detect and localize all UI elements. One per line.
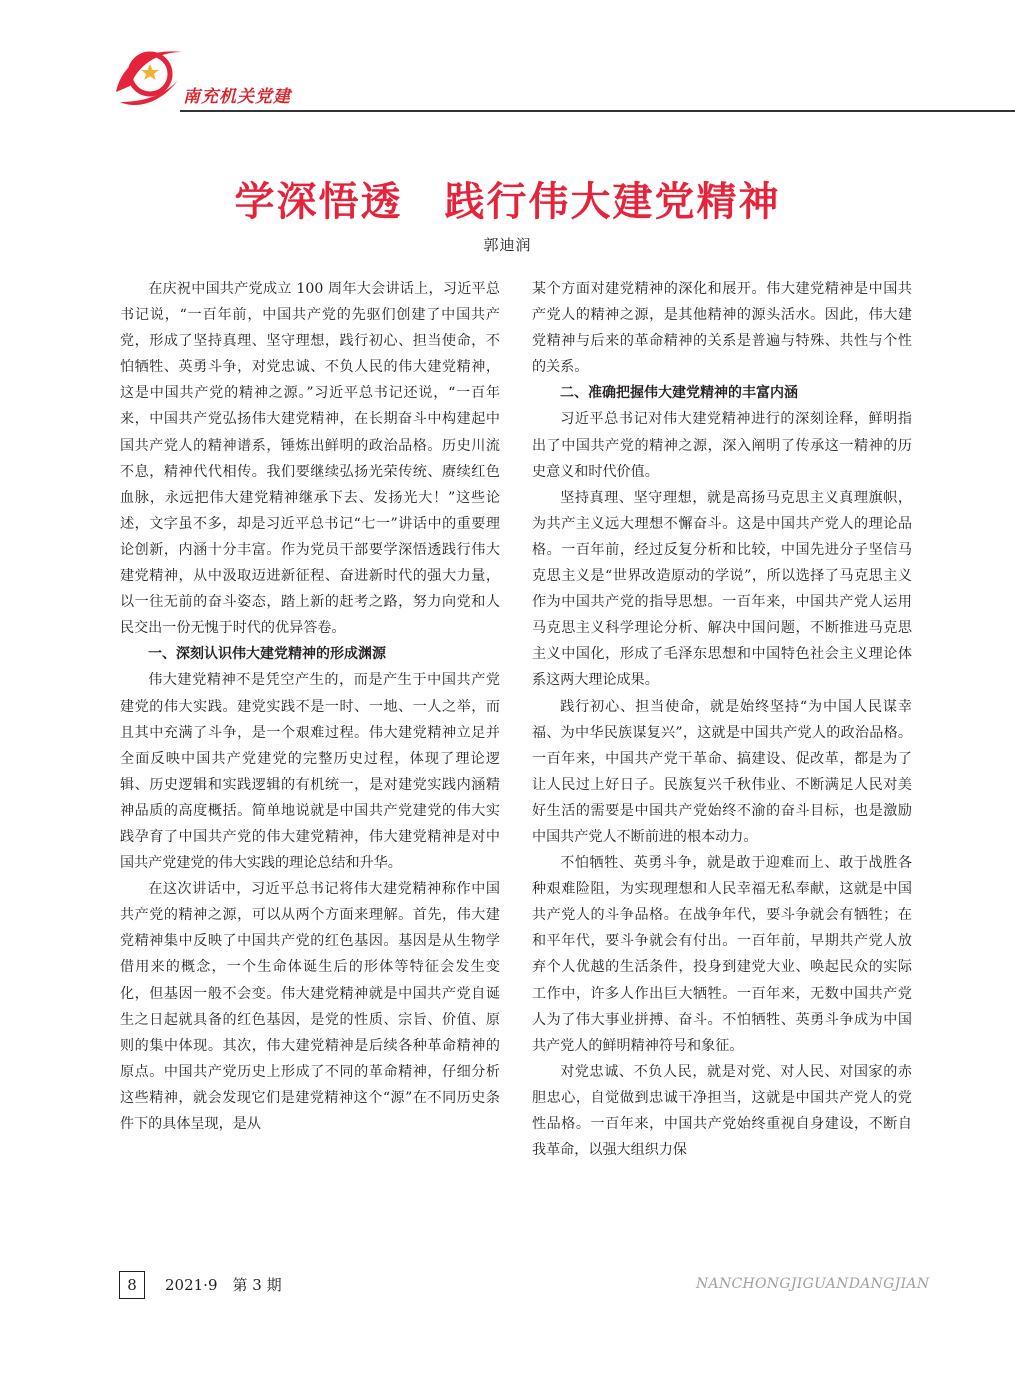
logo-swoosh-icon: [112, 40, 188, 110]
section-heading-2: 二、准确把握伟大建党精神的丰富内涵: [560, 385, 798, 402]
paragraph: 不怕牺牲、英勇斗争，就是敢于迎难而上、敢于战胜各种艰难险阻，为实现理想和人民幸福无私奉献，这就是中国共产党人的斗争品格。在战争年代，要斗争就会有牺牲；在和平年代，要斗争就会有付出。一百年前，早期共产党人放弃个人优越的生活条件，投身到建党大业、唤起民众的实际工作中，许多人作出巨大牺牲。一百年来，无数中国共产党人为了伟大事业拼搏、奋斗。不怕牺牲、英勇斗争成为中国共产党人的鲜明精神符号和象征。: [532, 855, 912, 1054]
paragraph-continued: 某个方面对建党精神的深化和展开。伟大建党精神是中国共产党人的精神之源，是其他精神的源头活水。因此，伟大建党精神与后来的革命精神的关系是普遍与特殊、共性与个性的关系。: [532, 281, 912, 376]
paragraph: 在这次讲话中，习近平总书记将伟大建党精神称作中国共产党的精神之源，可以从两个方面来理解。首先，伟大建党精神集中反映了中国共产党的红色基因。基因是从生物学借用来的概念，一个生命体诞生后的形体等特征会发生变化，但基因一般不会变。伟大建党精神就是中国共产党自诞生之日起就具备的红色基因，是党的性质、宗旨、价值、原则的集中体现。其次，伟大建党精神是后续各种革命精神的原点。中国共产党历史上形成了不同的革命精神，仔细分析这些精神，就会发现它们是建党精神这个“源”在不同历史条件下的具体呈现，是从: [120, 881, 500, 1132]
paragraph: 在庆祝中国共产党成立 100 周年大会讲话上，习近平总书记说，“一百年前，中国共产党的先驱们创建了中国共产党，形成了坚持真理、坚守理想，践行初心、担当使命，不怕牺牲、英勇斗争，对党忠诚、不负人民的伟大建党精神，这是中国共产党的精神之源。”习近平总书记还说，“一百年来，中国共产党弘扬伟大建党精神，在长期奋斗中构建起中国共产党人的精神谱系，锤炼出鲜明的政治品格。历史川流不息，精神代代相传。我们要继续弘扬光荣传统、赓续红色血脉，永远把伟大建党精神继承下去、发扬光大！”这些论述，文字虽不多，却是习近平总书记“七一”讲话中的重要理论创新，内涵十分丰富。作为党员干部要学深悟透践行伟大建党精神，从中汲取迈进新征程、奋进新时代的强大力量，以一往无前的奋斗姿态，踏上新的赶考之路，努力向党和人民交出一份无愧于时代的优异答卷。: [120, 281, 500, 637]
paragraph: 伟大建党精神不是凭空产生的，而是产生于中国共产党建党的伟大实践。建党实践不是一时、一地、一人之举，而且其中充满了斗争，是一个艰难过程。伟大建党精神立足并全面反映中国共产党建党的完整历史过程，体现了理论逻辑、历史逻辑和实践逻辑的有机统一，是对建党实践内涵精神品质的高度概括。简单地说就是中国共产党建党的伟大实践孕育了中国共产党的伟大建党精神，伟大建党精神是对中国共产党建党的伟大实践的理论总结和升华。: [120, 672, 500, 872]
article-title: 学深悟透 践行伟大建党精神: [234, 179, 781, 225]
issue-label: 2021·9 第 3 期: [165, 1276, 282, 1294]
paragraph: 习近平总书记对伟大建党精神进行的深刻诠释，鲜明指出了中国共产党的精神之源，深入阐明了传承这一精神的历史意义和时代价值。: [532, 411, 912, 480]
brand-name: 南充机关党建: [183, 87, 291, 107]
paragraph: 坚持真理、坚守理想，就是高扬马克思主义真理旗帜，为共产主义远大理想不懈奋斗。这是中国共产党人的理论品格。一百年前，经过反复分析和比较，中国先进分子坚信马克思主义是“世界改造原动的学说”，所以选择了马克思主义作为中国共产党的指导思想。一百年来，中国共产党人运用马克思主义科学理论分析、解决中国问题，不断推进马克思主义中国化，形成了毛泽东思想和中国特色社会主义理论体系这两大理论成果。: [532, 489, 912, 689]
paragraph: 践行初心、担当使命，就是始终坚持“为中国人民谋幸福、为中华民族谋复兴”，这就是中国共产党人的政治品格。一百年来，中国共产党干革命、搞建设、促改革，都是为了让人民过上好日子。民族复兴千秋伟业、不断满足人民对美好生活的需要是中国共产党始终不渝的奋斗目标，也是激励中国共产党人不断前进的根本动力。: [532, 698, 912, 845]
header-rule: [180, 110, 1015, 112]
article-author: 郭迪润: [483, 236, 532, 254]
page-number: 8: [119, 1271, 145, 1299]
left-column: [120, 276, 500, 1137]
journal-name: NANCHONGJIGUANDANGJIAN: [696, 1276, 930, 1292]
section-heading-1: 一、深刻认识伟大建党精神的形成渊源: [148, 646, 386, 663]
paragraph: 对党忠诚、不负人民，就是对党、对人民、对国家的赤胆忠心，自觉做到忠诚干净担当，这就是中国共产党人的党性品格。一百年来，中国共产党始终重视自身建设，不断自我革命，以强大组织力保: [532, 1063, 912, 1159]
right-column: [532, 276, 912, 1163]
logo-star-icon: [141, 64, 159, 80]
